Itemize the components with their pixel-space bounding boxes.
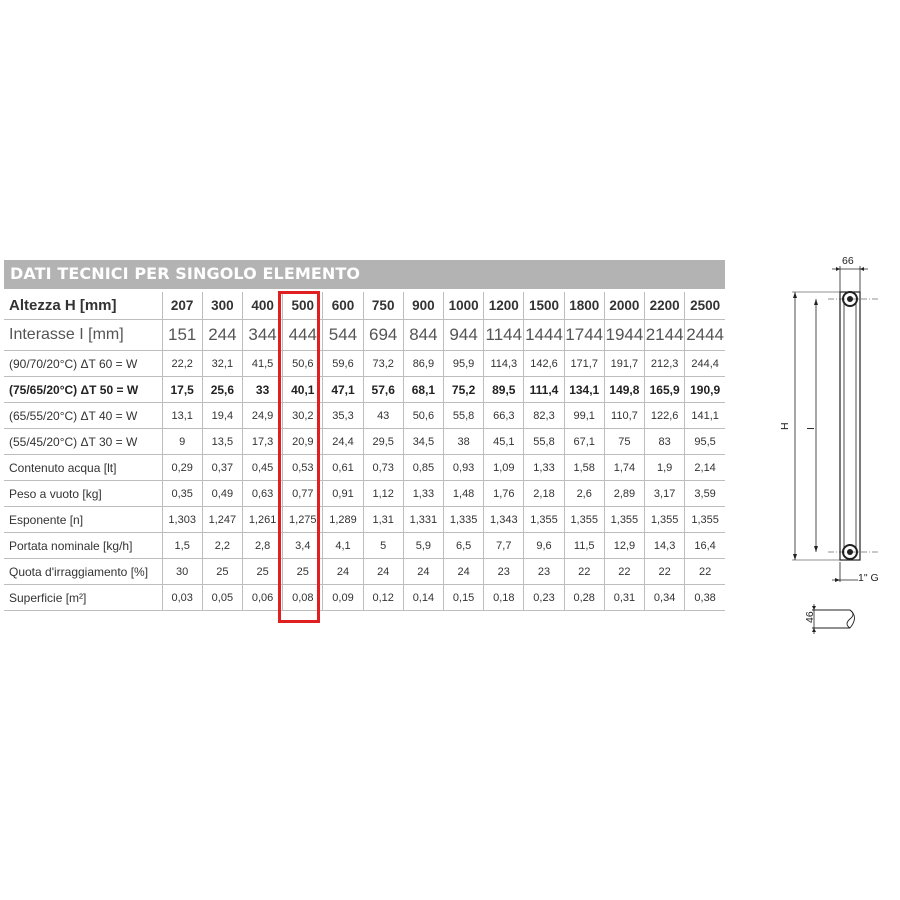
table-cell: 82,3: [524, 403, 564, 429]
table-cell: 0,18: [484, 585, 524, 611]
row-label: (90/70/20°C) ΔT 60 = W: [4, 351, 162, 377]
table-cell: 114,3: [484, 351, 524, 377]
table-cell: 344: [242, 320, 282, 351]
table-cell: 212,3: [645, 351, 685, 377]
radiator-element-drawing: [770, 252, 895, 637]
connection-size-label: 1" G: [858, 572, 879, 584]
table-cell: 400: [242, 292, 282, 320]
table-cell: 444: [283, 320, 323, 351]
table-cell: 900: [403, 292, 443, 320]
table-cell: 0,23: [524, 585, 564, 611]
table-row: [4, 320, 725, 351]
table-cell: 14,3: [645, 533, 685, 559]
table-cell: 34,5: [403, 429, 443, 455]
table-cell: 25,6: [202, 377, 242, 403]
table-cell: 1800: [564, 292, 604, 320]
table-cell: 57,6: [363, 377, 403, 403]
table-cell: 1,12: [363, 481, 403, 507]
table-cell: 95,9: [444, 351, 484, 377]
table-title: DATI TECNICI PER SINGOLO ELEMENTO: [10, 264, 361, 283]
table-cell: 1200: [484, 292, 524, 320]
table-cell: 0,29: [162, 455, 202, 481]
table-cell: 33: [242, 377, 282, 403]
depth-dimension-label: 46: [804, 611, 816, 623]
row-label: Portata nominale [kg/h]: [4, 533, 162, 559]
table-cell: 20,9: [283, 429, 323, 455]
table-cell: 1,331: [403, 507, 443, 533]
table-row: [4, 455, 725, 481]
table-cell: 16,4: [685, 533, 725, 559]
table-cell: 171,7: [564, 351, 604, 377]
table-cell: 9: [162, 429, 202, 455]
table-cell: 25: [202, 559, 242, 585]
table-cell: 1,355: [524, 507, 564, 533]
table-cell: 22: [604, 559, 644, 585]
table-cell: 24: [363, 559, 403, 585]
table-cell: 0,28: [564, 585, 604, 611]
table-cell: 694: [363, 320, 403, 351]
table-cell: 6,5: [444, 533, 484, 559]
table-cell: 95,5: [685, 429, 725, 455]
table-cell: 0,06: [242, 585, 282, 611]
table-cell: 45,1: [484, 429, 524, 455]
table-cell: 600: [323, 292, 363, 320]
table-cell: 24: [403, 559, 443, 585]
table-cell: 22: [645, 559, 685, 585]
table-cell: 3,17: [645, 481, 685, 507]
table-cell: 141,1: [685, 403, 725, 429]
table-cell: 24: [323, 559, 363, 585]
table-cell: 2200: [645, 292, 685, 320]
table-cell: 0,53: [283, 455, 323, 481]
table-cell: 0,38: [685, 585, 725, 611]
table-cell: 0,49: [202, 481, 242, 507]
table-cell: 1,247: [202, 507, 242, 533]
technical-data-table: [4, 292, 725, 611]
table-cell: 0,34: [645, 585, 685, 611]
table-cell: 3,59: [685, 481, 725, 507]
table-cell: 300: [202, 292, 242, 320]
table-cell: 1,48: [444, 481, 484, 507]
table-cell: 7,7: [484, 533, 524, 559]
table-cell: 2144: [645, 320, 685, 351]
table-cell: 50,6: [403, 403, 443, 429]
table-cell: 19,4: [202, 403, 242, 429]
interaxis-dimension-label: I: [805, 427, 817, 430]
table-cell: 68,1: [403, 377, 443, 403]
table-cell: 1,33: [524, 455, 564, 481]
table-row: [4, 585, 725, 611]
table-cell: 17,3: [242, 429, 282, 455]
table-cell: 9,6: [524, 533, 564, 559]
table-cell: 0,93: [444, 455, 484, 481]
table-cell: 0,09: [323, 585, 363, 611]
table-cell: 25: [242, 559, 282, 585]
table-cell: 2,14: [685, 455, 725, 481]
table-cell: 110,7: [604, 403, 644, 429]
table-cell: 13,1: [162, 403, 202, 429]
table-cell: 1,9: [645, 455, 685, 481]
table-cell: 1,303: [162, 507, 202, 533]
table-row: [4, 403, 725, 429]
table-cell: 30: [162, 559, 202, 585]
table-cell: 0,05: [202, 585, 242, 611]
table-cell: 5,9: [403, 533, 443, 559]
row-label: Contenuto acqua [lt]: [4, 455, 162, 481]
table-cell: 24,4: [323, 429, 363, 455]
table-row: [4, 533, 725, 559]
table-cell: 2000: [604, 292, 644, 320]
table-cell: 134,1: [564, 377, 604, 403]
table-cell: 30,2: [283, 403, 323, 429]
table-cell: 59,6: [323, 351, 363, 377]
table-cell: 2500: [685, 292, 725, 320]
table-cell: 149,8: [604, 377, 644, 403]
table-cell: 0,14: [403, 585, 443, 611]
table-cell: 86,9: [403, 351, 443, 377]
table-cell: 24,9: [242, 403, 282, 429]
table-row: [4, 377, 725, 403]
row-label: (55/45/20°C) ΔT 30 = W: [4, 429, 162, 455]
table-cell: 67,1: [564, 429, 604, 455]
table-cell: 1,09: [484, 455, 524, 481]
table-cell: 2,8: [242, 533, 282, 559]
table-cell: 122,6: [645, 403, 685, 429]
table-cell: 191,7: [604, 351, 644, 377]
table-cell: 0,45: [242, 455, 282, 481]
row-label: Peso a vuoto [kg]: [4, 481, 162, 507]
table-cell: 99,1: [564, 403, 604, 429]
table-cell: 544: [323, 320, 363, 351]
table-cell: 0,63: [242, 481, 282, 507]
table-cell: 142,6: [524, 351, 564, 377]
table-cell: 55,8: [524, 429, 564, 455]
table-cell: 244,4: [685, 351, 725, 377]
row-label: (75/65/20°C) ΔT 50 = W: [4, 377, 162, 403]
table-cell: 1,289: [323, 507, 363, 533]
table-cell: 5: [363, 533, 403, 559]
table-cell: 1,58: [564, 455, 604, 481]
table-cell: 83: [645, 429, 685, 455]
height-dimension-label: H: [779, 422, 791, 430]
table-cell: 190,9: [685, 377, 725, 403]
table-cell: 47,1: [323, 377, 363, 403]
table-cell: 1,76: [484, 481, 524, 507]
table-row: [4, 351, 725, 377]
table-title-banner: [4, 260, 725, 289]
table-cell: 1,74: [604, 455, 644, 481]
table-cell: 50,6: [283, 351, 323, 377]
row-label: Superficie [m²]: [4, 585, 162, 611]
row-label: Quota d'irraggiamento [%]: [4, 559, 162, 585]
table-cell: 207: [162, 292, 202, 320]
table-cell: 1444: [524, 320, 564, 351]
table-cell: 2,18: [524, 481, 564, 507]
table-cell: 89,5: [484, 377, 524, 403]
row-label: (65/55/20°C) ΔT 40 = W: [4, 403, 162, 429]
table-cell: 1,355: [604, 507, 644, 533]
table-cell: 2,89: [604, 481, 644, 507]
table-cell: 35,3: [323, 403, 363, 429]
table-cell: 4,1: [323, 533, 363, 559]
table-cell: 0,37: [202, 455, 242, 481]
table-cell: 23: [524, 559, 564, 585]
row-label: Interasse I [mm]: [4, 320, 162, 351]
table-row: [4, 292, 725, 320]
table-cell: 75,2: [444, 377, 484, 403]
row-label: Altezza H [mm]: [9, 297, 117, 314]
table-cell: 1,275: [283, 507, 323, 533]
table-cell: 111,4: [524, 377, 564, 403]
table-cell: 0,91: [323, 481, 363, 507]
table-cell: 24: [444, 559, 484, 585]
table-row: [4, 429, 725, 455]
table-cell: 750: [363, 292, 403, 320]
table-cell: 1,355: [645, 507, 685, 533]
table-row: [4, 559, 725, 585]
table-cell: 500: [283, 292, 323, 320]
table-cell: 73,2: [363, 351, 403, 377]
table-cell: 0,08: [283, 585, 323, 611]
table-cell: 0,85: [403, 455, 443, 481]
table-cell: 0,12: [363, 585, 403, 611]
table-cell: 13,5: [202, 429, 242, 455]
table-cell: 41,5: [242, 351, 282, 377]
table-cell: 1744: [564, 320, 604, 351]
table-cell: 25: [283, 559, 323, 585]
table-cell: 1,261: [242, 507, 282, 533]
table-cell: 3,4: [283, 533, 323, 559]
table-cell: 151: [162, 320, 202, 351]
table-cell: 1,33: [403, 481, 443, 507]
table-cell: 75: [604, 429, 644, 455]
table-cell: 1000: [444, 292, 484, 320]
table-cell: 1,31: [363, 507, 403, 533]
table-cell: 1500: [524, 292, 564, 320]
table-cell: 23: [484, 559, 524, 585]
table-cell: 55,8: [444, 403, 484, 429]
table-cell: 29,5: [363, 429, 403, 455]
table-cell: 22: [685, 559, 725, 585]
table-cell: 944: [444, 320, 484, 351]
table-cell: 2,6: [564, 481, 604, 507]
table-row: [4, 481, 725, 507]
table-cell: 1,335: [444, 507, 484, 533]
table-cell: 32,1: [202, 351, 242, 377]
width-dimension-label: 66: [842, 255, 854, 267]
table-cell: 2,2: [202, 533, 242, 559]
table-cell: 244: [202, 320, 242, 351]
table-cell: 0,77: [283, 481, 323, 507]
table-cell: 0,35: [162, 481, 202, 507]
table-cell: 165,9: [645, 377, 685, 403]
table-cell: 22,2: [162, 351, 202, 377]
table-cell: 0,03: [162, 585, 202, 611]
table-cell: 38: [444, 429, 484, 455]
table-cell: 17,5: [162, 377, 202, 403]
table-cell: 40,1: [283, 377, 323, 403]
table-cell: 1,355: [564, 507, 604, 533]
table-cell: 1,343: [484, 507, 524, 533]
table-cell: 2444: [685, 320, 725, 351]
table-cell: 43: [363, 403, 403, 429]
table-cell: 1944: [604, 320, 644, 351]
table-cell: 22: [564, 559, 604, 585]
table-cell: 0,31: [604, 585, 644, 611]
table-cell: 1144: [484, 320, 524, 351]
table-cell: 0,61: [323, 455, 363, 481]
table-cell: 844: [403, 320, 443, 351]
table-cell: 11,5: [564, 533, 604, 559]
table-cell: 1,5: [162, 533, 202, 559]
table-row: [4, 507, 725, 533]
table-cell: 1,355: [685, 507, 725, 533]
table-cell: 66,3: [484, 403, 524, 429]
row-label: Esponente [n]: [4, 507, 162, 533]
table-cell: 0,73: [363, 455, 403, 481]
table-cell: 12,9: [604, 533, 644, 559]
table-cell: 0,15: [444, 585, 484, 611]
